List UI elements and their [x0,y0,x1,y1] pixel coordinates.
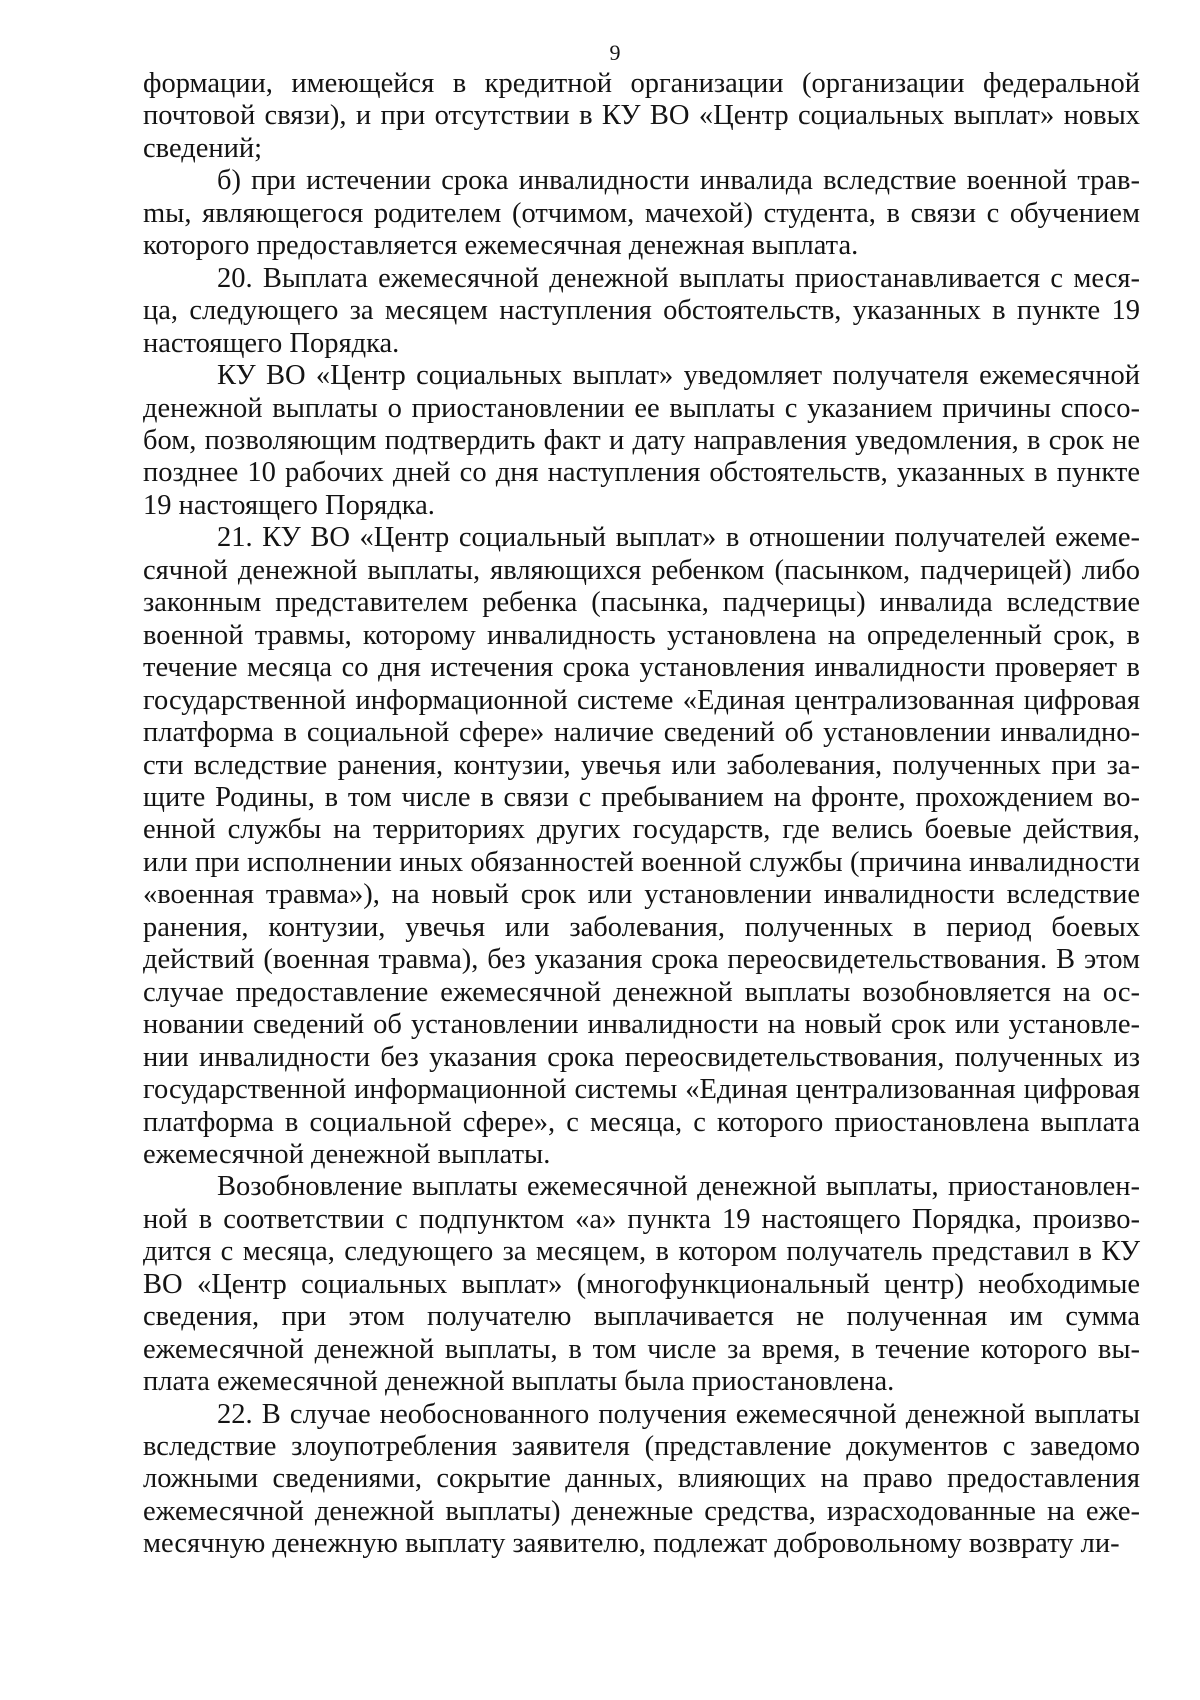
paragraph-continuation: формации, имеющейся в кредитной организации (организации федеральной почтовой связи), и при отсутствии в КУ ВО «Центр социальных выплат» новых сведений; [143,68,1140,164]
document-body [143,68,1140,1561]
paragraph-subitem-b: б) при истечении срока инвалидности инвалида вследствие военной травmы, являющегося родителем (отчимом, мачехой) студента, в связи с обучением которого предоставляется ежемесячная денежная выплата. [143,165,1140,262]
paragraph-item-20: 20. Выплата ежемесячной денежной выплаты приостанавливается с месяца, следующего за месяцем наступления обстоятельств, указанных в пункте 19 настоящего Порядка. [143,262,1140,359]
page-number: 9 [609,40,621,65]
paragraph-item-21: 21. КУ ВО «Центр социальный выплат» в отношении получателей ежемесячной денежной выплаты, являющихся ребенком (пасынком, падчерицей) либо законным представителем ребенка (пасынка, падчерицы) инвалида вследствие военной травмы, которому инвалидность установлена на определенный срок, в течение месяца со дня истечения срока установления инвалидности проверяет в государственной информационной системе «Единая централизованная цифровая платформа в социальной сфере» наличие сведений об установлении инвалидности вследствие ранения, контузии, увечья или заболевания, полученных при защите Родины, в том числе в связи с пребыванием на фронте, прохождением военной службы на территориях других государств, где велись боевые действия, или при исполнении иных обязанностей военной службы (причина инвалидности «военная травма»), на новый срок или установлении инвалидности вследствие ранения, контузии, увечья или заболевания, полученных в период боевых действий (военная травма), без указания срока переосвидетельствования. В этом случае предоставление ежемесячной денежной выплаты возобновляется на основании сведений об установлении инвалидности на новый срок или установлении инвалидности без указания срока переосвидетельствования, полученных из государственной информационной системы «Единая централизованная цифровая платформа в социальной сфере», с месяца, с которого приостановлена выплата ежемесячной денежной выплаты. [143,522,1140,1170]
paragraph-item-20-notice: КУ ВО «Центр социальных выплат» уведомляет получателя ежемесячной денежной выплаты о приостановлении ее выплаты с указанием причины способом, позволяющим подтвердить факт и дату направления уведомления, в срок не позднее 10 рабочих дней со дня наступления обстоятельств, указанных в пункте 19 настоящего Порядка. [143,360,1140,521]
paragraph-item-21-resume: Возобновление выплаты ежемесячной денежной выплаты, приостановленной в соответствии с подпунктом «а» пункта 19 настоящего Порядка, производится с месяца, следующего за месяцем, в котором получатель представил в КУ ВО «Центр социальных выплат» (многофункциональный центр) необходимые сведения, при этом получателю выплачивается не полученная им сумма ежемесячной денежной выплаты, в том числе за время, в течение которого выплата ежемесячной денежной выплаты была приостановлена. [143,1171,1140,1398]
paragraph-item-22: 22. В случае необоснованного получения ежемесячной денежной выплаты вследствие злоупотребления заявителя (представление документов с заведомо ложными сведениями, сокрытие данных, влияющих на право предоставления ежемесячной денежной выплаты) денежные средства, израсходованные на ежемесячную денежную выплату заявителю, подлежат добровольному возврату ли- [143,1398,1140,1560]
